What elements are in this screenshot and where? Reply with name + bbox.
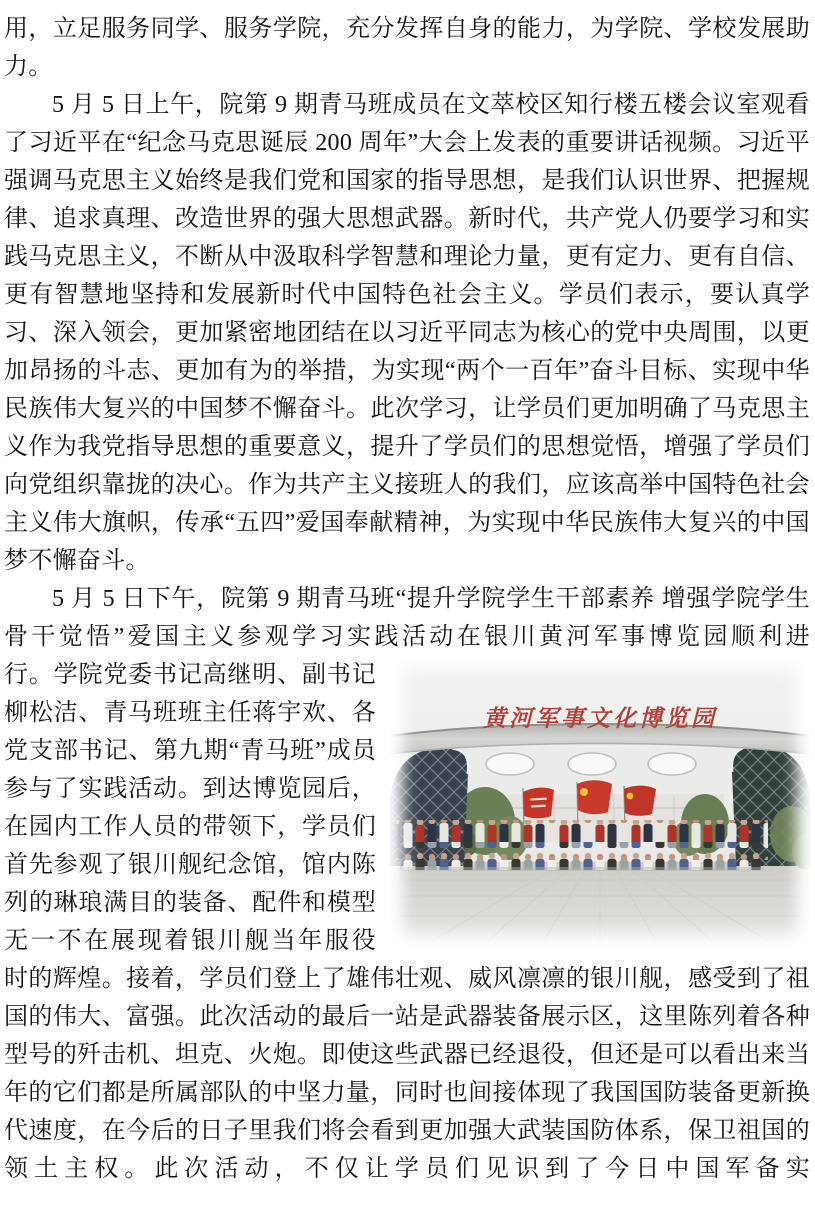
league-flag-icon bbox=[624, 786, 656, 816]
group-photo-figure bbox=[390, 656, 810, 948]
party-flag-icon bbox=[577, 780, 612, 814]
crowd-of-students bbox=[396, 820, 768, 871]
oval-skylights bbox=[486, 753, 696, 775]
photo-text-wrap-section bbox=[4, 656, 810, 960]
group-photo bbox=[390, 656, 810, 948]
paragraph-continued: 用，立足服务同学、服务学院，充分发挥自身的能力，为学院、学校发展助力。 bbox=[4, 16, 810, 80]
park-sign-text: 黄河军事文化博览园 bbox=[483, 705, 717, 732]
paragraph-morning-session: 5 月 5 日上午，院第 9 期青马班成员在文萃校区知行楼五楼会议室观看了习近平在“纪念马克思诞辰 200 周年”大会上发表的重要讲话视频。习近平强调马克思主义始终是我们党和国家的指导思想，是我们认识世界、把握规律、追求真理、改造世界的强大思想武器。新时代，共产党人仍要学习和实践马克思主义，不断从中汲取科学智慧和理论力量，更有定力、更有自信、更有智慧地坚持和发展新时代中国特色社会主义。学员们表示，要认真学习、深入领会，更加紧密地团结在以习近平同志为核心的党中央周围，以更加昂扬的斗志、更加有为的举措，为实现“两个一百年”奋斗目标、实现中华民族伟大复兴的中国梦不懈奋斗。此次学习，让学员们更加明确了马克思主义作为我党指导思想的重要意义，提升了学员们的思想觉悟，增强了学员们向党组织靠拢的决心。作为共产主义接班人的我们，应该高举中国特色社会主义伟大旗帜，传承“五四”爱国奉献精神，为实现中华民族伟大复兴的中国梦不懈奋斗。 bbox=[4, 92, 810, 574]
paragraph-afternoon-end: 时的辉煌。接着，学员们登上了雄伟壮观、威风凛凛的银川舰，感受到了祖国的伟大、富强。此次活动的最后一站是武器装备展示区，这里陈列着各种型号的歼击机、坦克、火炮。即使这些武器已经退役，但还是可以看出来当年的它们都是所属部队的中坚力量，同时也间接体现了我国国防装备更新换代速度，在今后的日子里我们将会看到更加强大武装国防体系，保卫祖国的领土主权。此次活动，不仅让学员们见识到了今日中国军备实 bbox=[4, 966, 810, 1182]
banner-flag-icon bbox=[523, 788, 554, 819]
paragraph-afternoon-start: 5 月 5 日下午，院第 9 期青马班“提升学院学生干部素养 增强学院学生骨干觉悟”爱国主义参观学习实践活动在银川黄河军事博览园顺利进 bbox=[4, 586, 810, 650]
paragraph-afternoon-wrap: 行。学院党委书记高继明、副书记柳松洁、青马班班主任蒋宇欢、各党支部书记、第九期“青马班”成员参与了实践活动。到达博览园后，在园内工作人员的带领下，学员们首先参观了银川舰纪念馆，馆内陈列的琳琅满目的装备、配件和模型无一不在展现着银川舰当年服役 bbox=[4, 662, 376, 954]
